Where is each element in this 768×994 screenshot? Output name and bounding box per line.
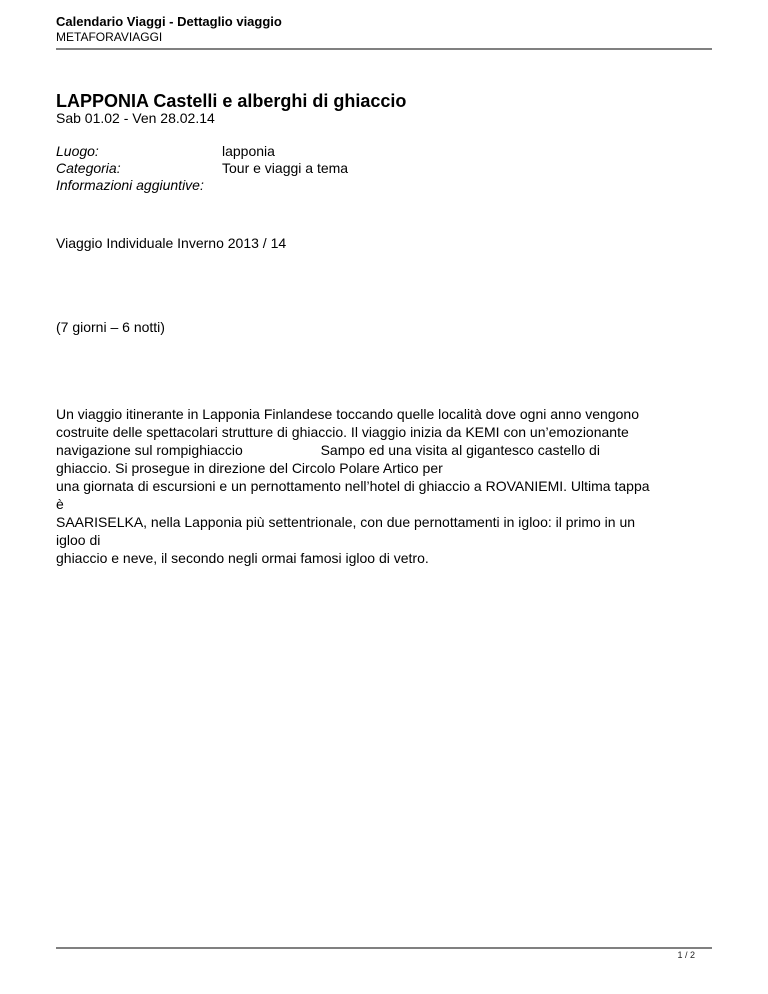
event-dates: Sab 01.02 - Ven 28.02.14 bbox=[56, 110, 215, 126]
footer-divider bbox=[56, 947, 712, 949]
header-title: Calendario Viaggi - Dettaglio viaggio bbox=[56, 14, 282, 29]
description-line: SAARISELKA, nella Lapponia più settentrionale, con due pernottamenti in igloo: il primo in un bbox=[56, 514, 636, 530]
description-line: igloo di bbox=[56, 532, 101, 548]
description-line: ghiaccio e neve, il secondo negli ormai famosi igloo di vetro. bbox=[56, 550, 429, 566]
category-value: Tour e viaggi a tema bbox=[222, 160, 349, 176]
header-site-name: METAFORAVIAGGI bbox=[56, 30, 163, 44]
description-line: ghiaccio. Si prosegue in direzione del Circolo Polare Artico per bbox=[56, 460, 443, 476]
description-line: costruite delle spettacolari strutture di ghiaccio. Il viaggio inizia da KEMI con un’emozionante bbox=[56, 424, 629, 440]
trip-duration-paragraph: (7 giorni – 6 notti) bbox=[56, 319, 165, 335]
page-number: 1 / 2 bbox=[677, 950, 695, 960]
trip-type-paragraph: Viaggio Individuale Inverno 2013 / 14 bbox=[56, 235, 287, 251]
place-label: Luogo: bbox=[56, 143, 99, 159]
description-line: Un viaggio itinerante in Lapponia Finlandese toccando quelle località dove ogni anno vengono bbox=[56, 406, 639, 422]
description-paragraph bbox=[56, 405, 716, 567]
description-line: navigazione sul rompighiaccio Sampo ed una visita al gigantesco castello di bbox=[56, 442, 600, 458]
event-title: LAPPONIA Castelli e alberghi di ghiaccio bbox=[56, 91, 407, 111]
category-label: Categoria: bbox=[56, 160, 121, 176]
page-header bbox=[56, 14, 712, 45]
info-label: Informazioni aggiuntive: bbox=[56, 177, 204, 193]
description-line: una giornata di escursioni e un pernottamento nell’hotel di ghiaccio a ROVANIEMI. Ultima tappa bbox=[56, 478, 650, 494]
description-line: è bbox=[56, 496, 64, 512]
header-divider bbox=[56, 48, 712, 50]
place-value: lapponia bbox=[222, 143, 275, 159]
